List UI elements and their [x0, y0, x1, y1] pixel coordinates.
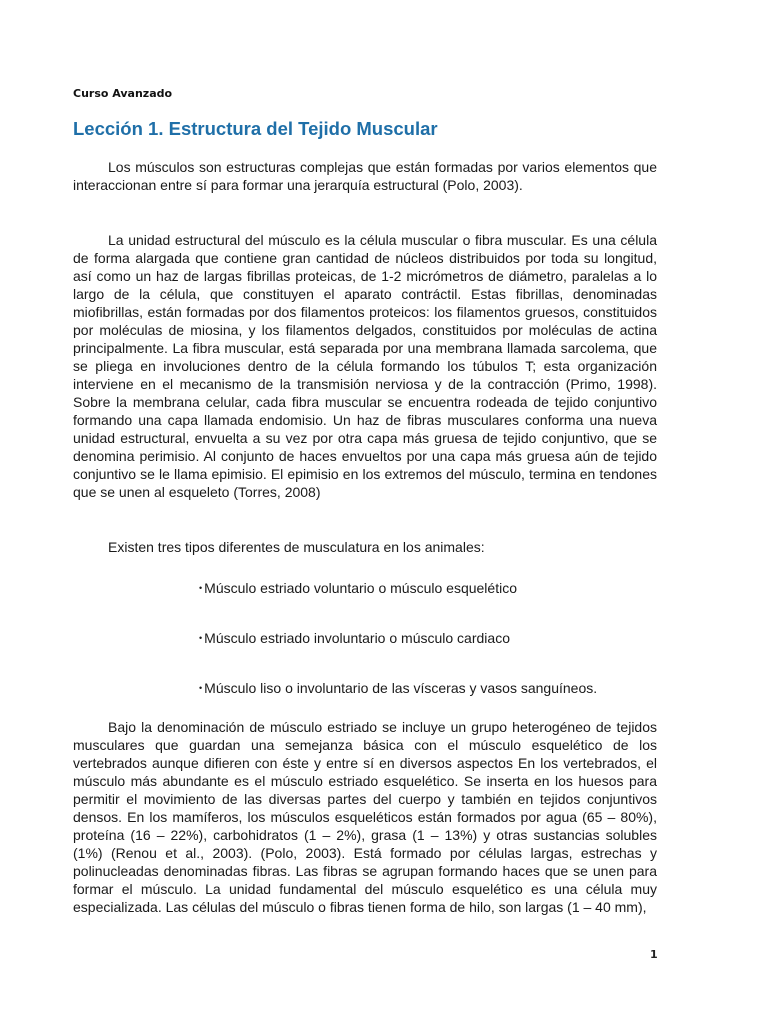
paragraph-types-intro: Existen tres tipos diferentes de musculatura en los animales:	[108, 539, 485, 555]
bullet-dot-icon: •	[199, 583, 203, 593]
bullet-dot-icon: •	[199, 683, 203, 693]
paragraph-striated: Bajo la denominación de músculo estriado se incluye un grupo heterogéneo de tejidos musculares que guardan una semejanza básica con el músculo esquelético de los vertebrados aunque difieren con éste y entre sí en diversos aspectos En los vertebrados, el músculo más abundante es el músculo estriado esquelético. Se inserta en los huesos para permitir el movimiento de las diversas partes del cuerpo y también en tejidos conjuntivos densos. En los mamíferos, los músculos esqueléticos están formados por agua (65 – 80%), proteína (16 – 22%), carbohidratos (1 – 2%), grasa (1 – 13%) y otras sustancias solubles (1%) (Renou et al., 2003). (Polo, 2003). Está formado por células largas, estrechas y polinucleadas denominadas fibras. Las fibras se agrupan formando haces que se unen para formar el músculo. La unidad fundamental del músculo esquelético es una célula muy especializada. Las células del músculo o fibras tienen forma de hilo, son largas (1 – 40 mm),	[73, 719, 657, 915]
bullet-dot-icon: •	[199, 633, 203, 643]
lesson-title: Lección 1. Estructura del Tejido Muscular	[73, 118, 438, 139]
course-header: Curso Avanzado	[73, 87, 173, 100]
bullet-item	[199, 579, 517, 597]
paragraph-intro: Los músculos son estructuras complejas que están formadas por varios elementos que interaccionan entre sí para formar una jerarquía estructural (Polo, 2003).	[73, 159, 657, 193]
paragraph-structure: La unidad estructural del músculo es la célula muscular o fibra muscular. Es una célula de forma alargada que contiene gran cantidad de núcleos distribuidos por toda su longitud, así como un haz de largas fibrillas proteicas, de 1-2 micrómetros de diámetro, paralelas a lo largo de la célula, que constituyen el aparato contráctil. Estas fibrillas, denominadas miofibrillas, están formadas por dos filamentos proteicos: los filamentos gruesos, constituidos por moléculas de miosina, y los filamentos delgados, constituidos por moléculas de actina principalmente. La fibra muscular, está separada por una membrana llamada sarcolema, que se pliega en involuciones dentro de la célula formando los túbulos T; esta organización interviene en el mecanismo de la transmisión nerviosa y de la contracción (Primo, 1998). Sobre la membrana celular, cada fibra muscular se encuentra rodeada de tejido conjuntivo formando una capa llamada endomisio. Un haz de fibras musculares conforma una nueva unidad estructural, envuelta a su vez por otra capa más gruesa de tejido conjuntivo, que se denomina perimisio. Al conjunto de haces envueltos por una capa más gruesa aún de tejido conjuntivo se le llama epimisio. El epimisio en los extremos del músculo, termina en tendones que se unen al esqueleto (Torres, 2008)	[73, 232, 657, 500]
page-number: 1	[650, 948, 658, 961]
bullet-item	[199, 679, 597, 697]
bullet-text: Músculo estriado involuntario o músculo cardiaco	[204, 630, 510, 646]
bullet-text: Músculo estriado voluntario o músculo esquelético	[204, 580, 517, 596]
bullet-text: Músculo liso o involuntario de las vísceras y vasos sanguíneos.	[204, 680, 598, 696]
bullet-item	[199, 629, 510, 647]
